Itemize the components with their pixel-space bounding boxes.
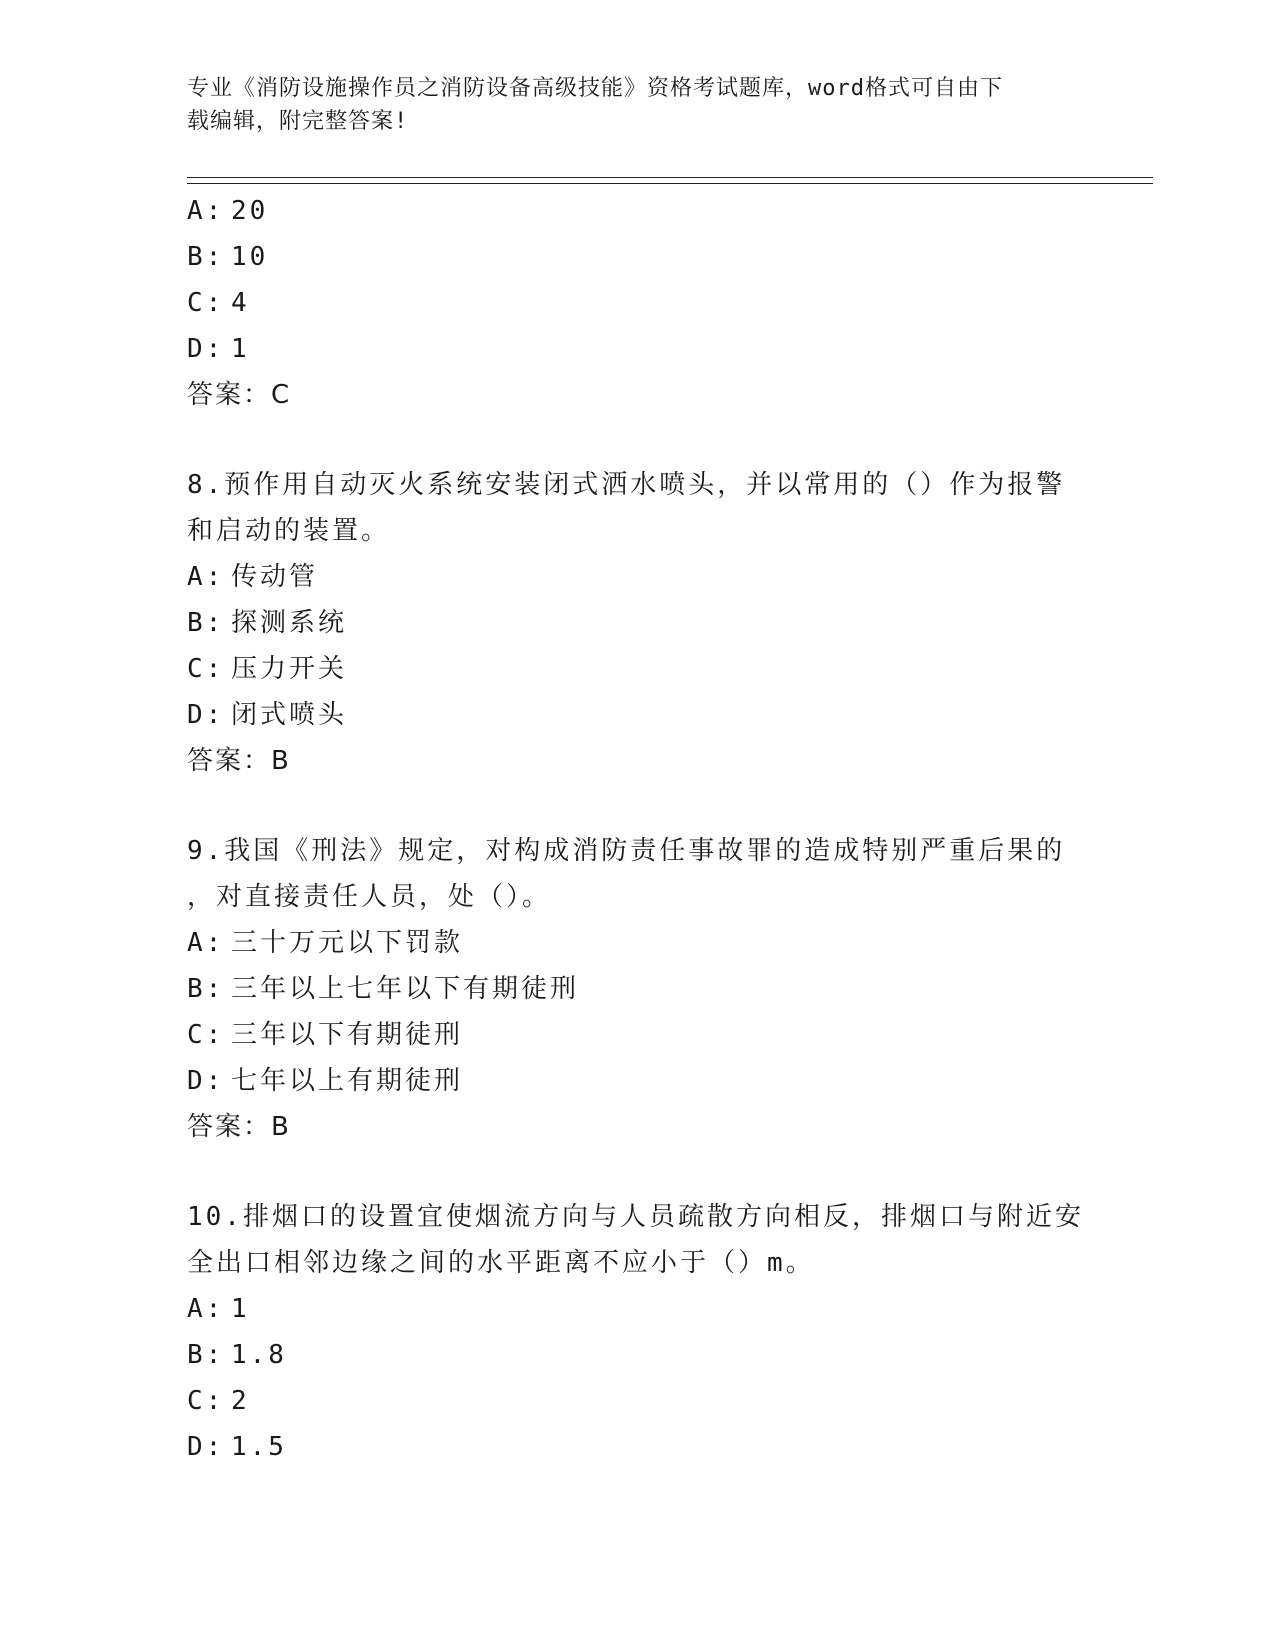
question-9 xyxy=(187,828,1087,1150)
option-d: D: 闭式喷头 xyxy=(187,700,348,730)
header-line-1: 专业《消防设施操作员之消防设备高级技能》资格考试题库，word格式可自由下 xyxy=(187,76,1003,101)
question-10 xyxy=(187,1194,1087,1470)
option-b: B: 1.8 xyxy=(187,1340,287,1370)
option-a: A: 20 xyxy=(187,196,269,226)
question-8 xyxy=(187,462,1087,784)
option-b: B: 三年以上七年以下有期徒刑 xyxy=(187,974,580,1004)
answer-line: 答案：C xyxy=(187,380,292,410)
question-list xyxy=(187,188,1087,1470)
header-divider-bottom xyxy=(187,183,1153,184)
question-text-line-1: 10.排烟口的设置宜使烟流方向与人员疏散方向相反，排烟口与附近安 xyxy=(187,1202,1084,1232)
document-header xyxy=(187,72,1067,138)
option-a: A: 三十万元以下罚款 xyxy=(187,928,464,958)
option-d: D: 七年以上有期徒刑 xyxy=(187,1066,464,1096)
option-c: C: 4 xyxy=(187,288,250,318)
answer-line: 答案：B xyxy=(187,746,291,776)
question-text-line-2: 和启动的装置。 xyxy=(187,516,391,546)
option-b: B: 10 xyxy=(187,242,269,272)
question-7 xyxy=(187,188,1087,418)
option-c: C: 三年以下有期徒刑 xyxy=(187,1020,464,1050)
option-b: B: 探测系统 xyxy=(187,608,348,638)
option-a: A: 1 xyxy=(187,1294,250,1324)
header-line-2: 载编辑，附完整答案! xyxy=(187,109,409,134)
question-text-line-2: 全出口相邻边缘之间的水平距离不应小于（）m。 xyxy=(187,1248,815,1278)
option-d: D: 1 xyxy=(187,334,250,364)
question-text-line-2: ，对直接责任人员，处（）。 xyxy=(187,882,552,912)
option-c: C: 2 xyxy=(187,1386,250,1416)
question-text-line-1: 8.预作用自动灭火系统安装闭式洒水喷头，并以常用的（）作为报警 xyxy=(187,470,1066,500)
option-d: D: 1.5 xyxy=(187,1432,287,1462)
question-text-line-1: 9.我国《刑法》规定，对构成消防责任事故罪的造成特别严重后果的 xyxy=(187,836,1066,866)
option-a: A: 传动管 xyxy=(187,562,319,592)
header-divider-top xyxy=(187,177,1153,178)
option-c: C: 压力开关 xyxy=(187,654,348,684)
answer-line: 答案：B xyxy=(187,1112,291,1142)
